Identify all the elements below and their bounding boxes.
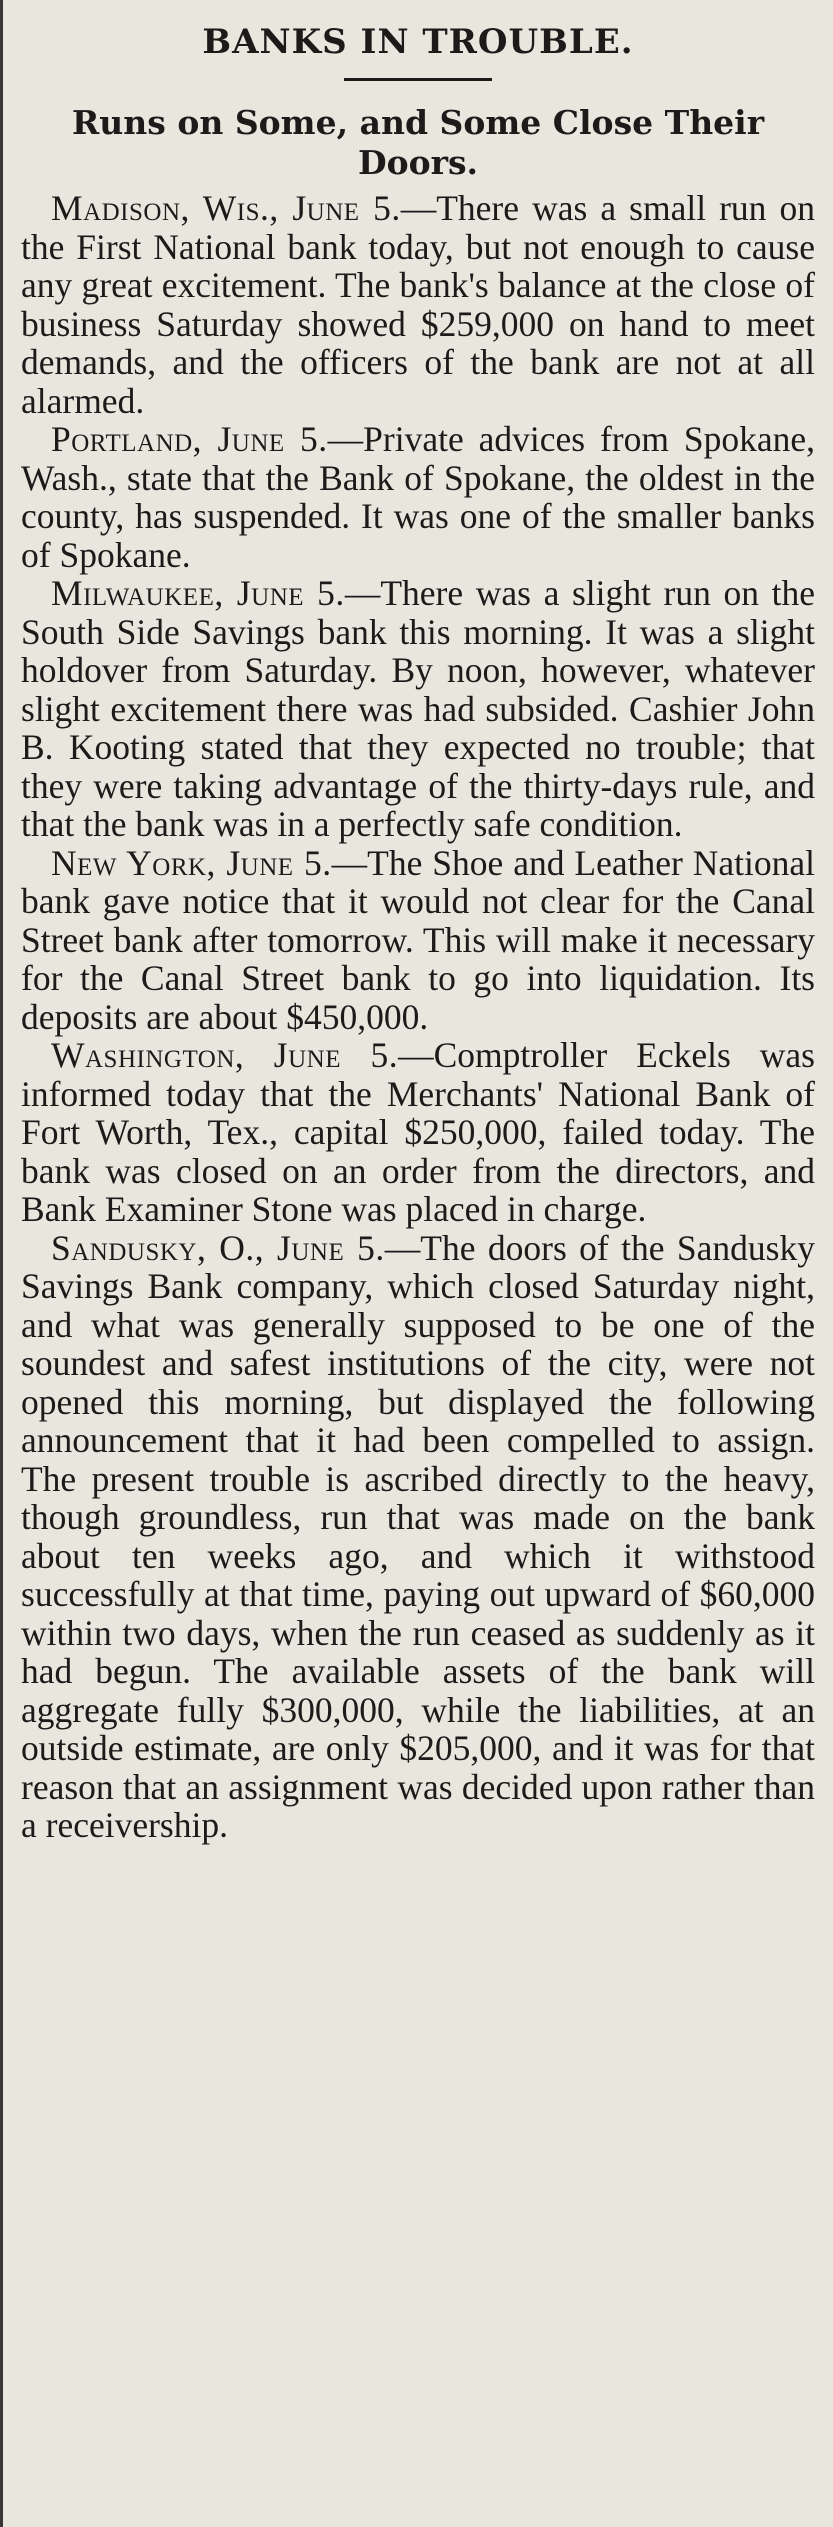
article-body	[21, 189, 815, 1845]
dateline: Milwaukee, June 5.	[51, 573, 345, 613]
dispatch-text: —The doors of the Sandusky Savings Bank company, which closed Saturday night, and what was generally supposed to be one of the soundest and safest institutions of the city, were not opened this morning, but displayed the following announcement that it had been compelled to assign. The present trouble is ascribed directly to the heavy, though groundless, run that was made on the bank about ten weeks ago, and which it withstood successfully at that time, paying out upward of $60,000 within two days, when the run ceased as suddenly as it had begun. The available assets of the bank will aggregate fully $300,000, while the liabilities, at an outside estimate, are only $205,000, and it was for that reason that an assignment was decided upon rather than a receivership.	[21, 1227, 815, 1845]
dispatch-portland	[21, 420, 815, 574]
dispatch-milwaukee	[21, 574, 815, 844]
dispatch-text: —There was a small run on the First National bank today, but not enough to cause any great excitement. The bank's balance at the close of business Saturday showed $259,000 on hand to meet demands, and the officers of the bank are not at all alarmed.	[21, 188, 815, 421]
dateline: Madison, Wis., June 5.	[51, 188, 401, 228]
dispatch-madison	[21, 189, 815, 420]
subheadline: Runs on Some, and Some Close Their Doors.	[71, 103, 765, 182]
dispatch-new-york	[21, 844, 815, 1037]
dispatch-text: —There was a slight run on the South Side Savings bank this morning. It was a slight holdover from Saturday. By noon, however, whatever slight excitement there was had subsided. Cashier John B. Kooting stated that they expected no trouble; that they were taking advantage of the thirty-days rule, and that the bank was in a perfectly safe condition.	[21, 573, 815, 844]
dateline: Sandusky, O., June 5.	[51, 1227, 385, 1268]
dispatch-sandusky	[21, 1229, 815, 1845]
headline-divider	[344, 78, 492, 81]
dispatch-text: —Comptroller Eckels was informed today that the Merchants' National Bank of Fort Worth, Tex., capital $250,000, failed today. The bank was closed on an order from the directors, and Bank Examiner Stone was placed in charge.	[21, 1035, 815, 1229]
dateline: Washington, June 5.	[51, 1035, 399, 1075]
dispatch-text: —Private advices from Spokane, Wash., state that the Bank of Spokane, the oldest in the county, has suspended. It was one of the smaller banks of Spokane.	[21, 419, 816, 575]
dispatch-text: —The Shoe and Leather National bank gave notice that it would not clear for the Canal Street bank after tomorrow. This will make it necessary for the Canal Street bank to go into liquidation. Its deposits are about $450,000.	[21, 842, 815, 1037]
dispatch-washington	[21, 1036, 815, 1229]
dateline: Portland, June 5.	[51, 419, 328, 459]
dateline: New York, June 5.	[51, 842, 332, 883]
headline: BANKS IN TROUBLE.	[202, 22, 634, 62]
